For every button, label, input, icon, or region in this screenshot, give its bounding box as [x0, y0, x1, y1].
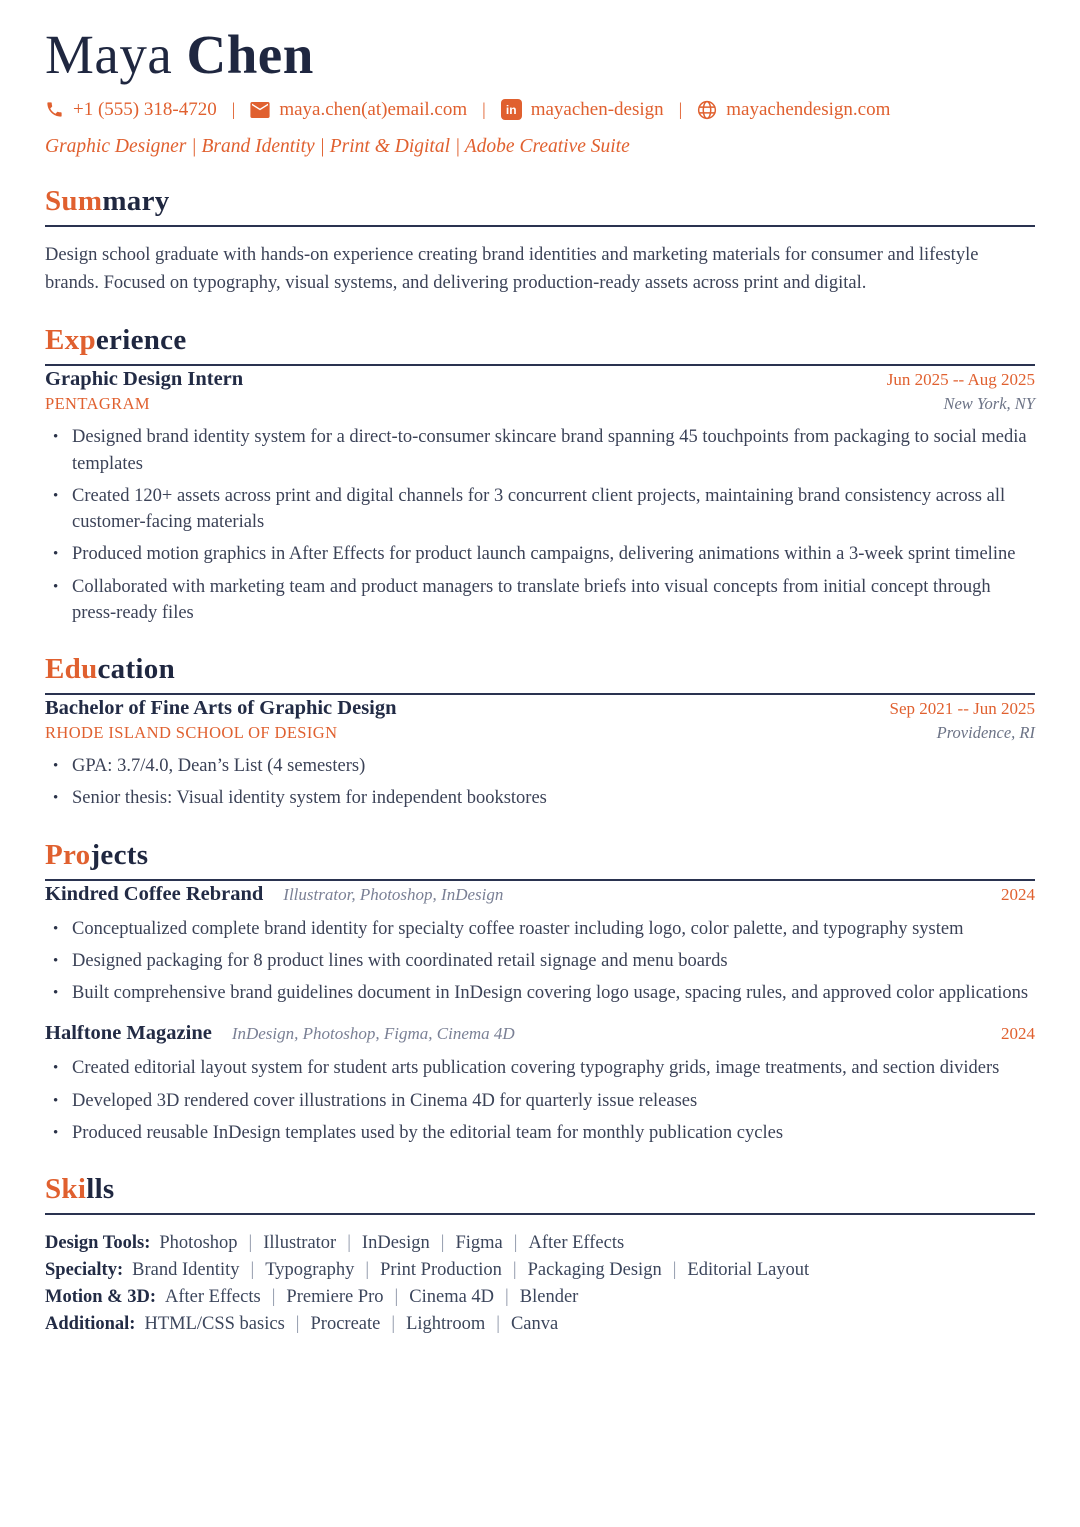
skill-item: Canva — [510, 1313, 559, 1334]
skill-item: Blender — [519, 1286, 579, 1307]
skill-item: Premiere Pro — [286, 1286, 384, 1307]
skill-item: Procreate — [310, 1313, 381, 1334]
education-heading — [45, 653, 1035, 686]
skill-items — [132, 1260, 809, 1280]
contact-divider — [677, 99, 685, 120]
skill-item: Figma — [455, 1233, 503, 1254]
project-name: Halftone Magazine — [45, 1022, 212, 1045]
skills-heading — [45, 1173, 1035, 1206]
summary-text: Design school graduate with hands-on experience creating brand identities and marketing materials for consumer and lifestyle brands. Focused on typography, visual systems, and delivering production-ready assets across print and digital. — [45, 244, 979, 293]
project-bullet: • Produced reusable InDesign templates used by the editorial team for monthly publication cycles — [45, 1120, 1035, 1146]
heading-rest: cation — [97, 653, 176, 686]
website-url: mayachendesign.com — [726, 98, 891, 120]
education-bullet: • GPA: 3.7/4.0, Dean’s List (4 semesters) — [45, 753, 1035, 779]
email-icon — [250, 102, 270, 118]
skill-item: Photoshop — [159, 1233, 238, 1254]
skill-item: Illustrator — [263, 1233, 337, 1254]
section-skills — [45, 1173, 1035, 1337]
experience-entry — [45, 368, 1035, 626]
resume-header — [45, 26, 1035, 158]
job-bullets — [45, 424, 1035, 626]
pipe-separator: | — [513, 1233, 518, 1254]
linkedin-icon: in — [501, 99, 522, 120]
pipe-separator: | — [248, 1233, 253, 1254]
phone-number: +1 (555) 318-4720 — [73, 98, 217, 120]
linkedin-handle: mayachen-design — [530, 98, 664, 120]
project-bullet: • Designed packaging for 8 product lines with coordinated retail signage and menu boards — [45, 948, 1035, 974]
skill-row-specialty — [45, 1257, 1035, 1284]
website-contact[interactable] — [697, 99, 890, 121]
skill-items — [144, 1314, 558, 1334]
contact-divider — [480, 99, 488, 120]
skill-items — [159, 1233, 624, 1253]
tagline: Graphic Designer | Brand Identity | Print & Digital | Adobe Creative Suite — [45, 135, 630, 157]
education-bullet: • Senior thesis: Visual identity system for independent bookstores — [45, 785, 1035, 811]
job-bullet: • Collaborated with marketing team and product managers to translate briefs into visual concepts from initial concept through press-ready files — [45, 574, 1035, 627]
pipe-separator: | — [394, 1286, 399, 1307]
section-rule — [45, 693, 1035, 695]
heading-rest: erience — [95, 324, 187, 357]
section-rule — [45, 1213, 1035, 1215]
pipe-separator: | — [505, 1286, 509, 1307]
heading-accent: Edu — [45, 653, 98, 686]
skill-label: Additional: — [45, 1313, 136, 1334]
heading-accent: Sum — [45, 184, 103, 217]
school-name: RHODE ISLAND SCHOOL OF DESIGN — [45, 723, 338, 743]
job-title: Graphic Design Intern — [45, 368, 244, 391]
linkedin-contact[interactable] — [501, 99, 664, 121]
pipe-separator: | — [365, 1260, 370, 1281]
project-bullet: • Built comprehensive brand guidelines document in InDesign covering logo usage, spacing rules, and approved color applications — [45, 980, 1035, 1006]
pipe-separator: | — [250, 1260, 255, 1281]
email-address: maya.chen(at)email.com — [279, 98, 468, 120]
project-bullet: • Conceptualized complete brand identity for specialty coffee roaster including logo, color palette, and typography system — [45, 916, 1035, 942]
skill-item: Cinema 4D — [409, 1286, 495, 1307]
skill-item: Typography — [265, 1260, 355, 1281]
skill-item: Editorial Layout — [687, 1260, 810, 1281]
job-bullet: • Created 120+ assets across print and digital channels for 3 concurrent client projects, maintaining brand consistency across all customer-facing materials — [45, 483, 1035, 536]
school-location: Providence, RI — [936, 723, 1035, 743]
job-dates: Jun 2025 -- Aug 2025 — [886, 370, 1035, 390]
job-location: New York, NY — [943, 394, 1035, 414]
email-contact[interactable] — [250, 99, 467, 121]
skill-row-additional — [45, 1311, 1035, 1338]
job-bullet: • Produced motion graphics in After Effects for product launch campaigns, delivering animations within a 3-week sprint timeline — [45, 541, 1035, 567]
skill-label: Design Tools: — [45, 1233, 151, 1254]
heading-rest: jects — [90, 838, 149, 871]
project-bullets — [45, 916, 1035, 1007]
heading-rest: lls — [86, 1173, 115, 1206]
skill-label: Motion & 3D: — [45, 1286, 156, 1307]
pipe-separator: | — [391, 1313, 396, 1334]
experience-heading — [45, 324, 1035, 357]
contact-divider — [230, 99, 238, 120]
pipe-separator: | — [271, 1286, 276, 1307]
heading-rest: mary — [102, 184, 170, 217]
job-bullet: • Designed brand identity system for a direct-to-consumer skincare brand spanning 45 touchpoints from packaging to social media templates — [45, 424, 1035, 477]
first-name: Maya — [45, 24, 173, 85]
pipe-separator: | — [440, 1233, 445, 1254]
contact-row — [45, 99, 1035, 121]
project-tech: InDesign, Photoshop, Figma, Cinema 4D — [231, 1024, 515, 1044]
degree-title: Bachelor of Fine Arts of Graphic Design — [45, 697, 397, 720]
project-name: Kindred Coffee Rebrand — [45, 882, 264, 905]
degree-dates: Sep 2021 -- Jun 2025 — [889, 699, 1035, 719]
skill-item: After Effects — [164, 1286, 261, 1307]
skill-item: Lightroom — [406, 1313, 486, 1334]
heading-accent: Exp — [45, 324, 96, 357]
heading-accent: Pro — [45, 838, 91, 871]
pipe-separator: | — [496, 1313, 500, 1334]
heading-accent: Ski — [45, 1173, 87, 1206]
skill-row-motion-3d — [45, 1284, 1035, 1311]
skill-row-design-tools — [45, 1230, 1035, 1257]
project-bullets — [45, 1055, 1035, 1146]
summary-heading — [45, 185, 1035, 218]
pipe-separator: | — [512, 1260, 517, 1281]
job-company: PENTAGRAM — [45, 394, 150, 414]
skill-item: Print Production — [380, 1260, 502, 1281]
pipe-separator: | — [672, 1260, 677, 1281]
skills-block — [45, 1230, 1035, 1337]
education-bullets — [45, 753, 1035, 812]
skill-item: After Effects — [528, 1233, 625, 1254]
section-rule — [45, 225, 1035, 227]
phone-icon — [45, 100, 64, 119]
pipe-separator: | — [295, 1313, 300, 1334]
skill-label: Specialty: — [45, 1260, 124, 1281]
project-bullet: • Created editorial layout system for student arts publication covering typography grids, image treatments, and section dividers — [45, 1055, 1035, 1081]
skill-item: HTML/CSS basics — [144, 1313, 285, 1334]
skill-item: InDesign — [361, 1233, 430, 1254]
project-year: 2024 — [1001, 1024, 1035, 1044]
pipe-separator: | — [347, 1233, 351, 1254]
candidate-name — [45, 26, 1035, 84]
projects-heading — [45, 839, 1035, 872]
skill-item: Brand Identity — [132, 1260, 240, 1281]
globe-icon — [697, 100, 717, 120]
project-entry — [45, 1022, 1035, 1146]
section-summary — [45, 185, 1035, 298]
project-entry — [45, 883, 1035, 1007]
education-entry — [45, 697, 1035, 812]
section-projects — [45, 839, 1035, 1147]
skill-items — [165, 1287, 578, 1307]
skill-item: Packaging Design — [527, 1260, 662, 1281]
project-tech: Illustrator, Photoshop, InDesign — [283, 884, 504, 904]
section-experience — [45, 324, 1035, 626]
phone-contact — [45, 99, 217, 121]
section-rule — [45, 879, 1035, 881]
project-bullet: • Developed 3D rendered cover illustrations in Cinema 4D for quarterly issue releases — [45, 1088, 1035, 1114]
section-rule — [45, 364, 1035, 366]
section-education — [45, 653, 1035, 812]
project-year: 2024 — [1001, 884, 1035, 904]
last-name: Chen — [186, 24, 314, 85]
